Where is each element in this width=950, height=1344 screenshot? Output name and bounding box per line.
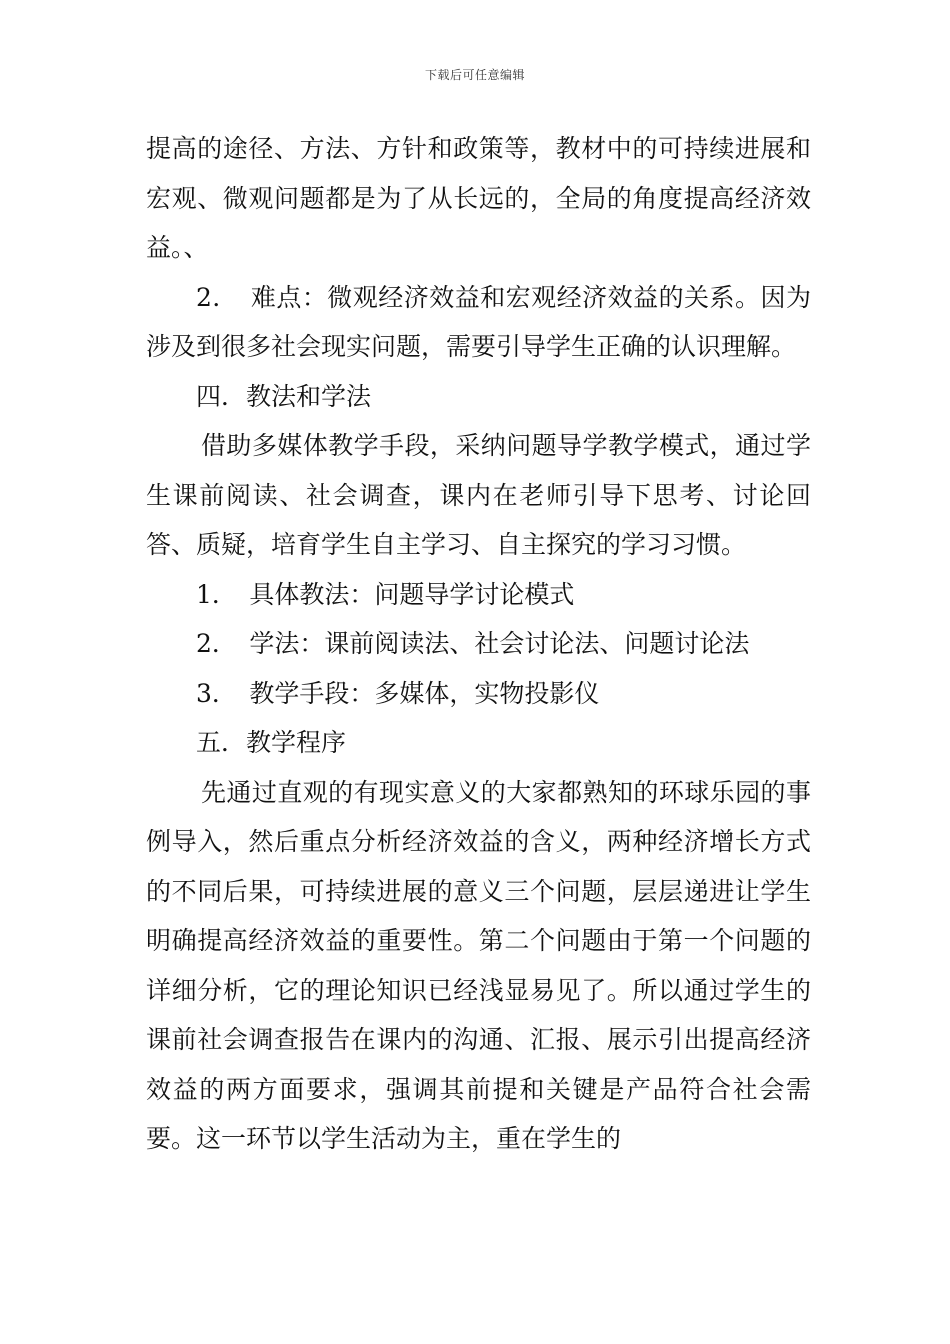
paragraph-procedure: 先通过直观的有现实意义的大家都熟知的环球乐园的事例导入，然后重点分析经济效益的含义，两种经济增长方式的不同后果，可持续进展的意义三个问题，层层递进让学生明确提高经济效益的重要性。第二个问题由于第一个问题的详细分析，它的理论知识已经浅显易见了。所以通过学生的课前社会调查报告在课内的沟通、汇报、展示引出提高经济效益的两方面要求，强调其前提和关键是产品符合社会需要。这一环节以学生活动为主，重在学生的: [146, 777, 811, 1153]
page-header: 下载后可任意编辑: [424, 68, 525, 82]
document-body: [146, 124, 811, 1164]
list-item-teaching-method: 1． 具体教法：问题导学讨论模式: [196, 579, 575, 609]
section-heading-teaching-procedure: 五．教学程序: [196, 728, 347, 757]
paragraph-continuation: 提高的途径、方法、方针和政策等，教材中的可持续进展和宏观、微观问题都是为了从长远的，全局的角度提高经济效益。、: [146, 134, 811, 262]
paragraph-difficulty: 2． 难点：微观经济效益和宏观经济效益的关系。因为涉及到很多社会现实问题，需要引导学生正确的认识理解。: [146, 282, 811, 361]
list-item-learning-method: 2． 学法：课前阅读法、社会讨论法、问题讨论法: [196, 629, 750, 658]
section-heading-teaching-methods: 四．教法和学法: [196, 381, 372, 411]
paragraph-methods-intro: 借助多媒体教学手段，采纳问题导学教学模式，通过学生课前阅读、社会调查，课内在老师引导下思考、讨论回答、质疑，培育学生自主学习、自主探究的学习习惯。: [146, 431, 811, 559]
list-item-teaching-means: 3． 教学手段：多媒体，实物投影仪: [196, 678, 600, 708]
